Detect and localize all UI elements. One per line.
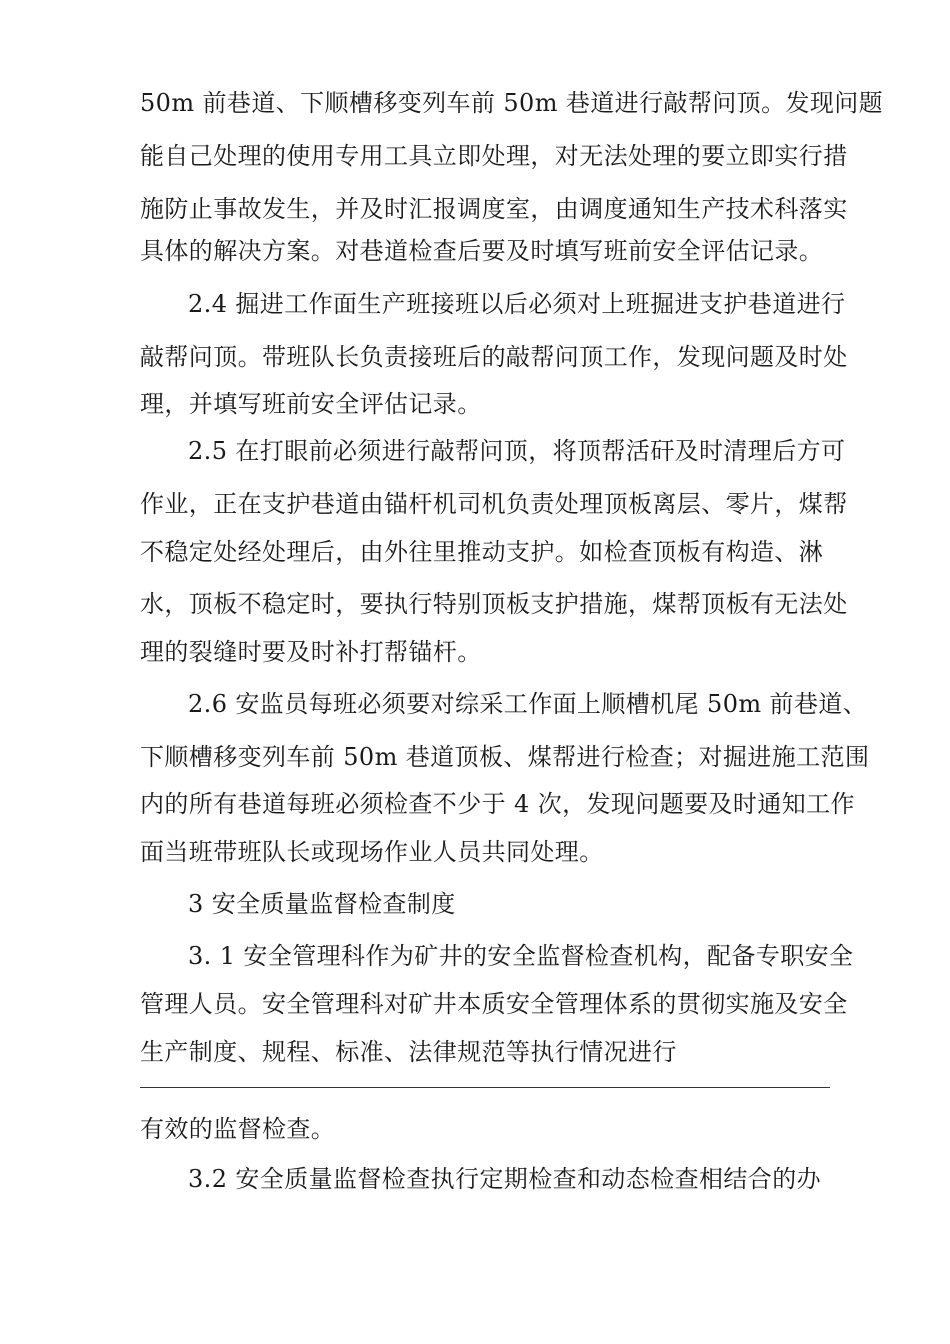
text-line: 能自己处理的使用专用工具立即处理，对无法处理的要立即实行措 (140, 142, 848, 170)
text-line: 作业，正在支护巷道由锚杆机司机负责处理顶板离层、零片，煤帮 (140, 490, 848, 518)
text-line: 2.6 安监员每班必须要对综采工作面上顺槽机尾 50m 前巷道、 (188, 690, 868, 718)
text-line: 施防止事故发生，并及时汇报调度室，由调度通知生产技术科落实 (140, 195, 848, 223)
text-line: 管理人员。安全管理科对矿井本质安全管理体系的贯彻实施及安全 (140, 990, 848, 1018)
page-break-rule (140, 1087, 830, 1088)
text-line: 理的裂缝时要及时补打帮锚杆。 (140, 638, 482, 666)
text-line: 生产制度、规程、标准、法律规范等执行情况进行 (140, 1038, 677, 1066)
text-line: 具体的解决方案。对巷道检查后要及时填写班前安全评估记录。 (140, 237, 824, 265)
text-line: 敲帮问顶。带班队长负责接班后的敲帮问顶工作，发现问题及时处 (140, 343, 848, 371)
text-line: 面当班带班队长或现场作业人员共同处理。 (140, 838, 604, 866)
text-line: 理，并填写班前安全评估记录。 (140, 390, 482, 418)
text-line: 3. 1 安全管理科作为矿井的安全监督检查机构，配备专职安全 (188, 942, 854, 970)
text-line: 2.4 掘进工作面生产班接班以后必须对上班掘进支护巷道进行 (188, 290, 846, 318)
text-line: 50m 前巷道、下顺槽移变列车前 50m 巷道进行敲帮问顶。发现问题 (140, 89, 884, 117)
text-line: 不稳定处经处理后，由外往里推动支护。如检查顶板有构造、淋 (140, 538, 824, 566)
text-line: 下顺槽移变列车前 50m 巷道顶板、煤帮进行检查；对掘进施工范围 (140, 743, 870, 771)
section-heading: 3 安全质量监督检查制度 (188, 890, 456, 918)
text-line: 2.5 在打眼前必须进行敲帮问顶，将顶帮活矸及时清理后方可 (188, 437, 846, 465)
text-line: 有效的监督检查。 (140, 1115, 336, 1143)
text-line: 内的所有巷道每班必须检查不少于 4 次，发现问题要及时通知工作 (140, 790, 855, 818)
text-line: 3.2 安全质量监督检查执行定期检查和动态检查相结合的办 (188, 1165, 821, 1193)
text-line: 水，顶板不稳定时，要执行特别顶板支护措施，煤帮顶板有无法处 (140, 590, 848, 618)
